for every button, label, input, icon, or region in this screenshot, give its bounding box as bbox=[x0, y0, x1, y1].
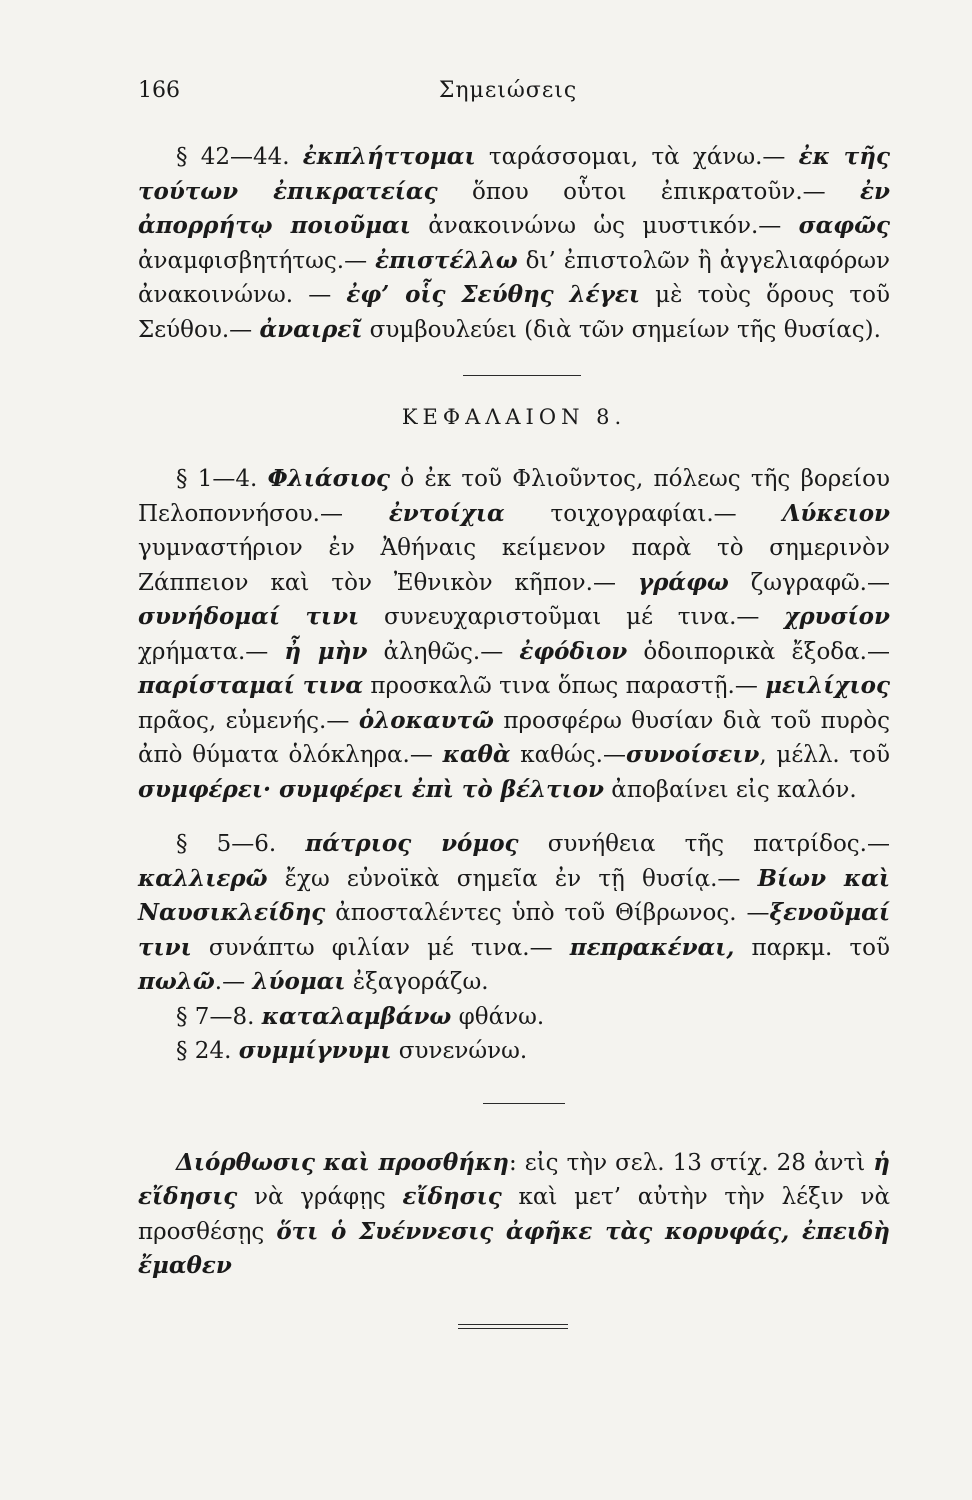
keyword: ἐπιστέλλω bbox=[375, 246, 518, 274]
gloss-text: δι’ ἐπιστολῶν ἢ ἀγγελιαφόρων ἀνακοινώνω. — bbox=[138, 247, 890, 308]
keyword: εἴδησις bbox=[402, 1183, 502, 1210]
keyword: ὁλοκαυτῶ bbox=[358, 706, 494, 734]
keyword: συμφέρει· συμφέρει ἐπὶ τὸ βέλτιον bbox=[138, 775, 604, 803]
gloss-text: συνάπτω φιλίαν μέ τινα.— bbox=[191, 934, 570, 961]
note-paragraph bbox=[138, 827, 890, 1000]
notes-chapter-8 bbox=[138, 462, 890, 1069]
gloss-text: .— bbox=[214, 969, 253, 995]
keyword: παρίσταμαί τινα bbox=[138, 672, 364, 699]
gloss-text: § 1—4. bbox=[176, 466, 268, 492]
chapter-heading: ΚΕΦΑΛΑΙΟΝ 8. bbox=[401, 405, 627, 429]
gloss-text: : εἰς τὴν σελ. 13 στίχ. 28 ἀντὶ bbox=[508, 1149, 874, 1176]
gloss-text: προσφέρω θυσίαν διὰ τοῦ πυρὸς ἀπὸ θύματα ὁλόκληρα.— bbox=[138, 707, 890, 768]
gloss-text: ἀποσταλέντες ὑπὸ τοῦ Θίβρωνος. — bbox=[325, 900, 770, 926]
gloss-text: ἀνακοινώνω ὡς μυστικόν.— bbox=[410, 213, 799, 239]
divider-rule bbox=[463, 375, 581, 376]
keyword: πάτριος νόμος bbox=[305, 830, 519, 857]
note-paragraph bbox=[138, 1000, 890, 1035]
keyword: ὅτι ὁ Συέννεσις ἀφῆκε τὰς κορυφάς, ἐπειδὴ ἔμαθεν bbox=[138, 1217, 890, 1279]
keyword: ἦ μὴν bbox=[284, 637, 368, 665]
keyword: λύομαι bbox=[252, 968, 346, 995]
note-paragraph bbox=[138, 1034, 890, 1069]
page-number: 166 bbox=[138, 78, 180, 103]
gloss-text: χρήματα.— bbox=[138, 638, 285, 665]
keyword: ἐκπλήττομαι bbox=[302, 143, 476, 170]
end-rule bbox=[458, 1324, 568, 1325]
note-paragraph bbox=[138, 462, 890, 807]
keyword: Βίων καὶ Ναυσικλείδης bbox=[138, 864, 890, 926]
keyword: ἐκ τῆς τούτων ἐπικρατείας bbox=[138, 143, 890, 205]
correction-note bbox=[138, 1146, 890, 1284]
keyword: Λύκειον bbox=[782, 499, 890, 527]
keyword: συνήδομαί τινι bbox=[138, 603, 360, 630]
keyword: ἀναιρεῖ bbox=[259, 315, 363, 343]
gloss-text: παρκμ. τοῦ bbox=[734, 934, 890, 961]
gloss-text: μὲ τοὺς ὅρους τοῦ Σεύθου.— bbox=[138, 282, 890, 343]
gloss-text: τοιχογραφίαι.— bbox=[504, 500, 783, 527]
keyword: καλλιερῶ bbox=[138, 864, 268, 892]
keyword: Διόρθωσις καὶ προσθήκη bbox=[176, 1148, 509, 1176]
keyword: ἐν ἀπορρήτῳ ποιοῦμαι bbox=[138, 177, 890, 239]
gloss-text: ἐξαγοράζω. bbox=[345, 969, 489, 995]
keyword: Φλιάσιος bbox=[267, 465, 391, 492]
gloss-text: ταράσσομαι, τὰ χάνω.— bbox=[475, 144, 799, 170]
gloss-text: νὰ γράφῃς bbox=[237, 1184, 403, 1210]
keyword: ἐφ’ οἷς Σεύθης λέγει bbox=[346, 281, 640, 308]
gloss-text: § 7—8. bbox=[176, 1003, 262, 1030]
gloss-text: γυμναστήριον ἐν Ἀθήναις κείμενον παρὰ τὸ σημερινὸν Ζάππειον καὶ τὸν Ἐθνικὸν κῆπον.— bbox=[138, 535, 890, 596]
gloss-text: πρᾶος, εὐμενής.— bbox=[138, 707, 359, 734]
gloss-text: ἔχω εὐνοϊκὰ σημεῖα ἐν τῇ θυσίᾳ.— bbox=[267, 865, 758, 892]
page-header bbox=[138, 78, 878, 108]
keyword: πεπρακέναι, bbox=[569, 933, 735, 961]
gloss-text: § 5—6. bbox=[176, 831, 306, 857]
divider-rule bbox=[483, 1103, 565, 1104]
gloss-text: , μέλλ. τοῦ bbox=[759, 742, 890, 768]
keyword: ἡ εἴδησις bbox=[138, 1148, 890, 1210]
gloss-text: ἀναμφισβητήτως.— bbox=[138, 247, 376, 274]
keyword: ἐντοίχια bbox=[388, 499, 505, 527]
gloss-text: ὁ ἐκ τοῦ Φλιοῦντος, πόλεως τῆς βορείου Πελοποννήσου.— bbox=[138, 466, 890, 527]
note-paragraph bbox=[138, 140, 890, 347]
end-rule bbox=[458, 1328, 568, 1329]
keyword: καταλαμβάνω bbox=[261, 1002, 452, 1030]
gloss-text: § 24. bbox=[176, 1038, 239, 1064]
keyword: πωλῶ bbox=[138, 968, 215, 995]
gloss-text: ὅπου οὗτοι ἐπικρατοῦν.— bbox=[437, 178, 861, 205]
gloss-text: συνήθεια τῆς πατρίδος.— bbox=[518, 831, 890, 857]
gloss-text: ἀληθῶς.— bbox=[367, 638, 520, 665]
keyword: σαφῶς bbox=[798, 212, 890, 239]
page-body bbox=[138, 140, 890, 1329]
keyword: χρυσίον bbox=[784, 603, 890, 630]
gloss-text: ὁδοιπορικὰ ἔξοδα.— bbox=[627, 638, 890, 665]
gloss-text: προσκαλῶ τινα ὅπως παραστῇ.— bbox=[363, 673, 766, 699]
keyword: μειλίχιος bbox=[765, 672, 890, 699]
gloss-text: συμβουλεύει (διὰ τῶν σημείων τῆς θυσίας). bbox=[362, 316, 881, 343]
gloss-text: συνενώνω. bbox=[391, 1038, 528, 1064]
running-title: Σημειώσεις bbox=[438, 78, 578, 103]
keyword: ξενοῦμαί τινι bbox=[138, 899, 890, 961]
gloss-text: καθώς.— bbox=[510, 742, 626, 768]
correction-paragraph bbox=[138, 1146, 890, 1284]
keyword: ἐφόδιον bbox=[519, 637, 628, 665]
gloss-text: φθάνω. bbox=[451, 1003, 545, 1030]
keyword: συμμίγνυμι bbox=[238, 1037, 392, 1064]
gloss-text: συνευχαριστοῦμαι μέ τινα.— bbox=[359, 604, 785, 630]
notes-chapter-7 bbox=[138, 140, 890, 347]
keyword: συνοίσειν bbox=[625, 741, 760, 768]
gloss-text: καὶ μετ’ αὐτὴν τὴν λέξιν νὰ προσθέσῃς bbox=[138, 1184, 890, 1245]
keyword: γράφω bbox=[637, 568, 729, 596]
keyword: καθὰ bbox=[442, 741, 511, 768]
gloss-text: ἀποβαίνει εἰς καλόν. bbox=[604, 776, 857, 803]
gloss-text: ζωγραφῶ.— bbox=[728, 569, 890, 596]
gloss-text: § 42—44. bbox=[176, 144, 303, 170]
